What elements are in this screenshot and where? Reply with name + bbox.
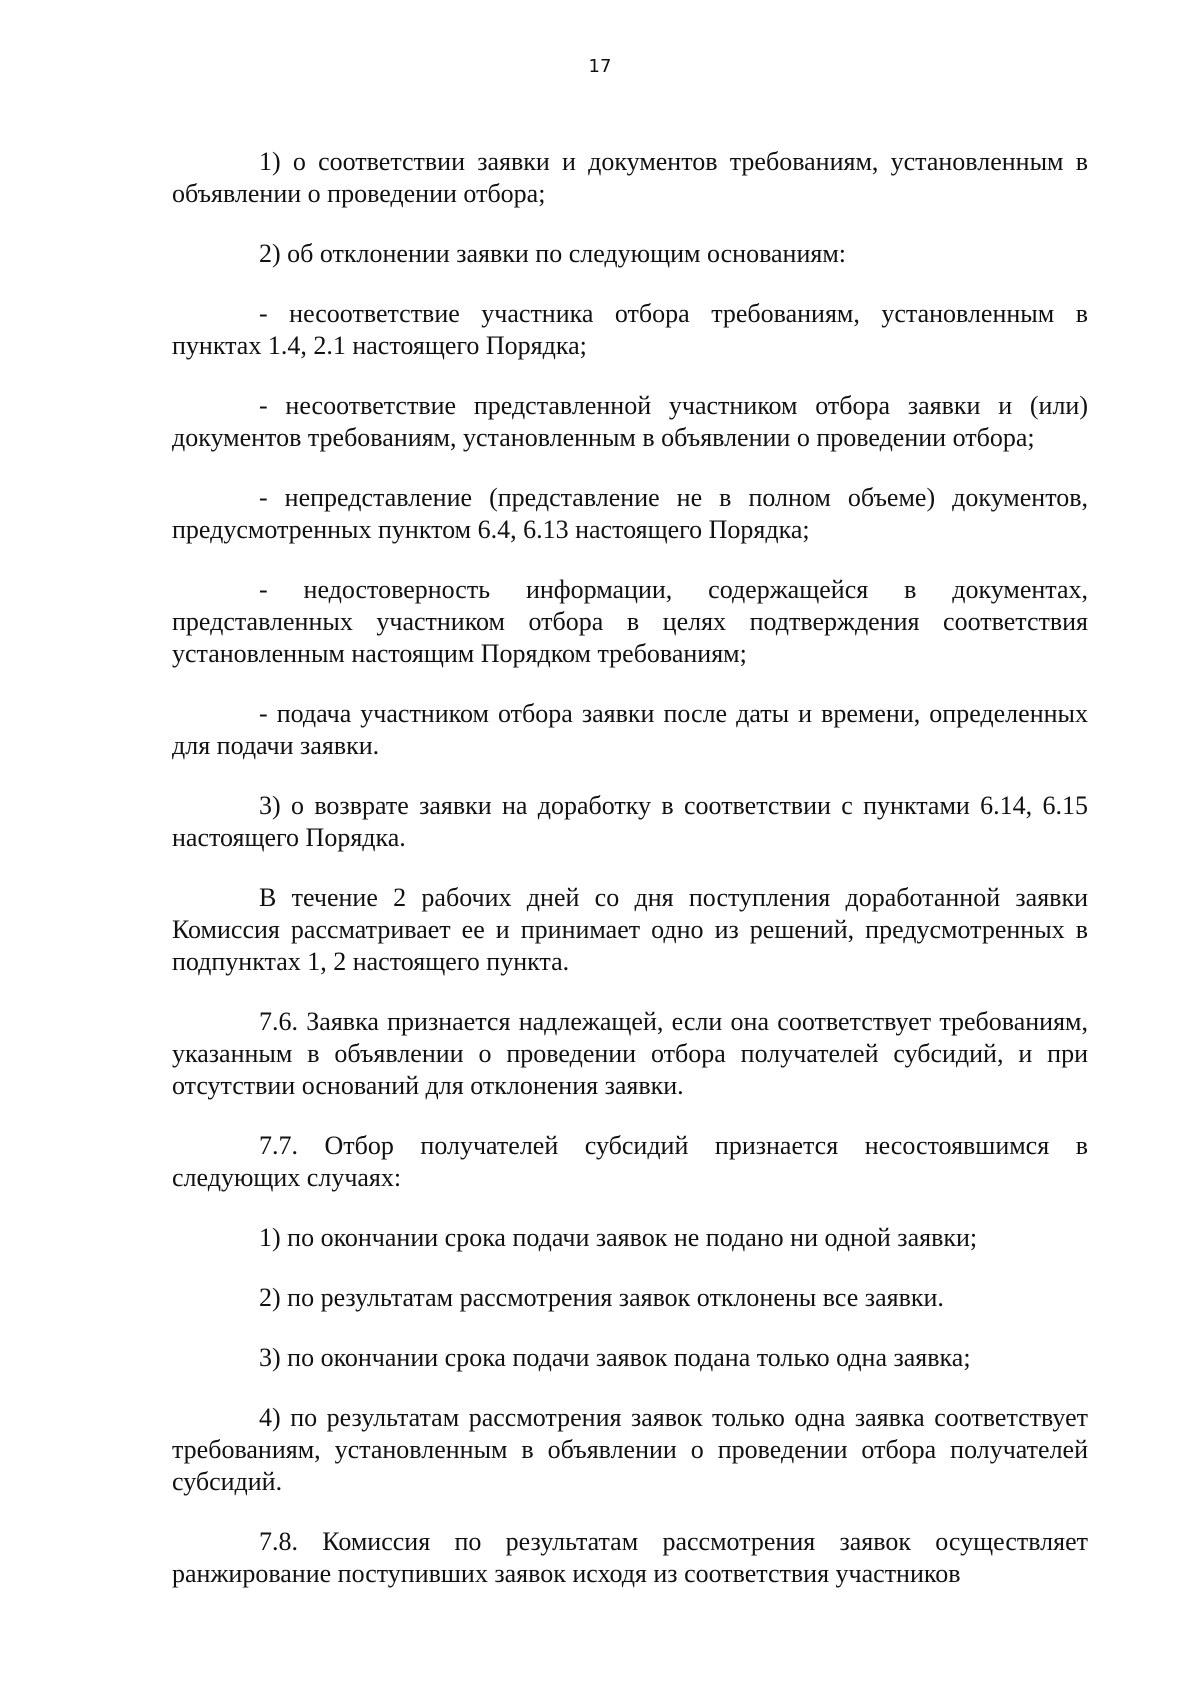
failed-selection-case-3: 3) по окончании срока подачи заявок подана только одна заявка; [259,1343,971,1372]
revised-application-paragraph: В течение 2 рабочих дней со дня поступления доработанной заявки Комиссия рассматривает ее и принимает одно из решений, предусмотренных в подпунктах 1, 2 настоящего пункта. [172,883,1088,976]
document-body [172,146,1088,1618]
failed-selection-case-1: 1) по окончании срока подачи заявок не подано ни одной заявки; [259,1223,978,1252]
failed-selection-case-2: 2) по результатам рассмотрения заявок отклонены все заявки. [259,1283,944,1312]
clause-7-6: 7.6. Заявка признается надлежащей, если она соответствует требованиям, указанным в объявлении о проведении отбора получателей субсидий, и при отсутствии оснований для отклонения заявки. [172,1007,1088,1100]
decision-item-2: 2) об отклонении заявки по следующим основаниям: [259,239,847,268]
rejection-ground-5: - подача участником отбора заявки после даты и времени, определенных для подачи заявки. [172,699,1088,760]
clause-7-7: 7.7. Отбор получателей субсидий признается несостоявшимся в следующих случаях: [172,1131,1088,1192]
decision-item-3: 3) о возврате заявки на доработку в соответствии с пунктами 6.14, 6.15 настоящего Порядка. [172,791,1088,852]
page-number: 17 [588,56,612,77]
rejection-ground-4: - недостоверность информации, содержащейся в документах, представленных участником отбора в целях подтверждения соответствия установленным настоящим Порядком требованиям; [172,575,1088,668]
failed-selection-case-4: 4) по результатам рассмотрения заявок только одна заявка соответствует требованиям, установленным в объявлении о проведении отбора получателей субсидий. [172,1403,1088,1496]
rejection-ground-2: - несоответствие представленной участником отбора заявки и (или) документов требованиям, установленным в объявлении о проведении отбора; [172,391,1088,452]
rejection-ground-1: - несоответствие участника отбора требованиям, установленным в пунктах 1.4, 2.1 настоящего Порядка; [172,299,1088,360]
rejection-ground-3: - непредставление (представление не в полном объеме) документов, предусмотренных пунктом 6.4, 6.13 настоящего Порядка; [172,483,1088,544]
decision-item-1: 1) о соответствии заявки и документов требованиям, установленным в объявлении о проведении отбора; [172,147,1088,208]
clause-7-8: 7.8. Комиссия по результатам рассмотрения заявок осуществляет ранжирование поступивших заявок исходя из соответствия участников [172,1527,1088,1588]
